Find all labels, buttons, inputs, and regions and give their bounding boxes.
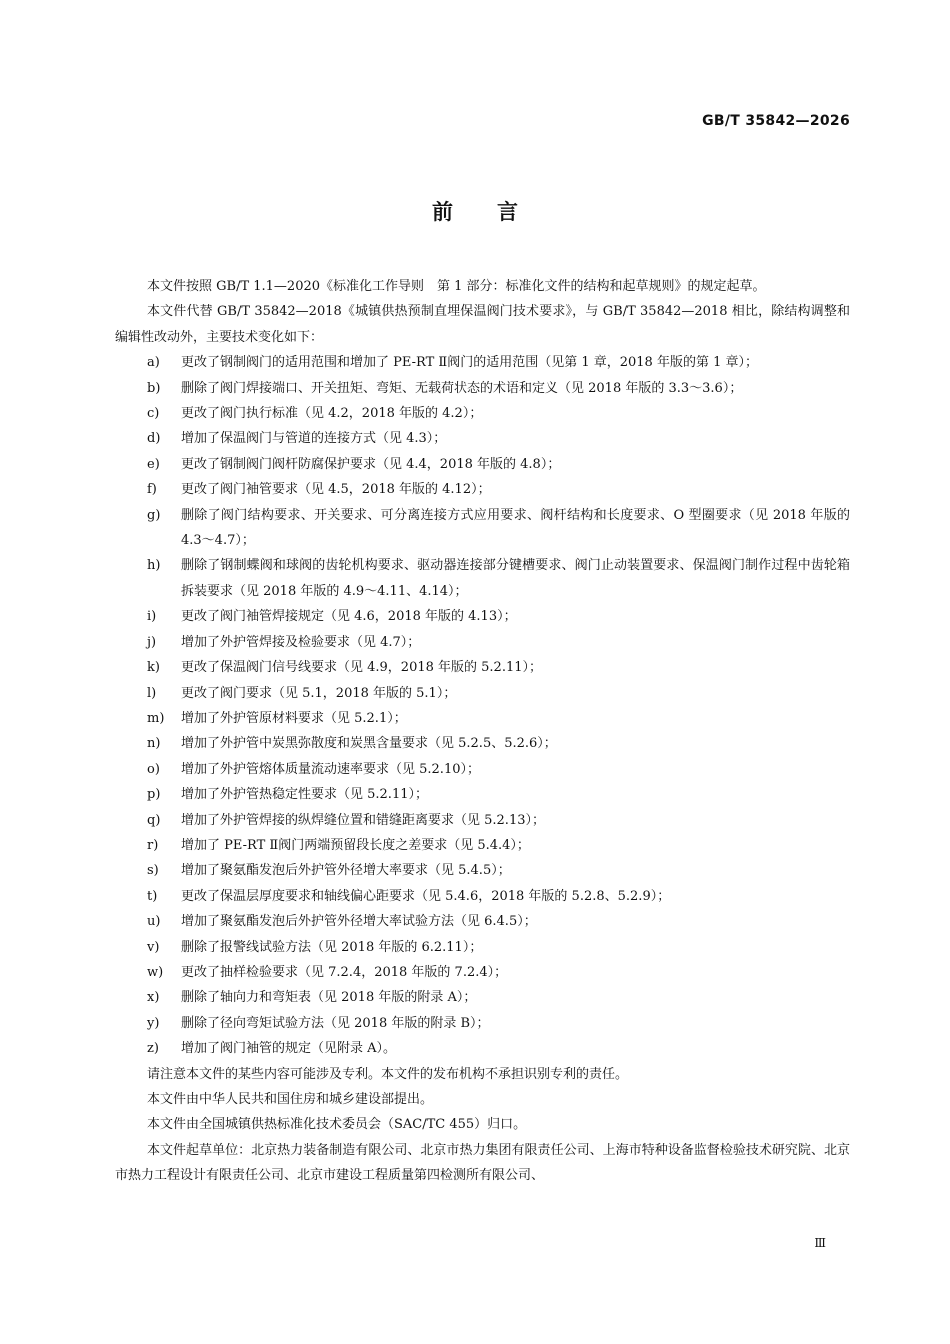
list-item bbox=[115, 655, 850, 680]
change-list bbox=[115, 350, 850, 1061]
list-item-marker: h) bbox=[147, 558, 161, 574]
list-item bbox=[115, 630, 850, 655]
list-item bbox=[115, 731, 850, 756]
list-item-text: 删除了阀门焊接端口、开关扭矩、弯矩、无载荷状态的术语和定义（见 2018 年版的 3.3～3.6）； bbox=[181, 380, 743, 396]
list-item-text: 增加了外护管热稳定性要求（见 5.2.11）； bbox=[181, 787, 428, 803]
list-item-text: 删除了轴向力和弯矩表（见 2018 年版的附录 A）； bbox=[181, 990, 477, 1006]
list-item-text: 更改了阀门要求（见 5.1，2018 年版的 5.1）； bbox=[181, 685, 457, 701]
outro-paragraph: 请注意本文件的某些内容可能涉及专利。本文件的发布机构不承担识别专利的责任。 bbox=[147, 1066, 629, 1082]
list-item bbox=[115, 884, 850, 909]
list-item-text: 更改了钢制阀门的适用范围和增加了 PE-RT Ⅱ阀门的适用范围（见第 1 章，2018 年版的第 1 章）； bbox=[181, 355, 758, 371]
list-item-text: 更改了阀门执行标准（见 4.2，2018 年版的 4.2）； bbox=[181, 406, 483, 422]
list-item bbox=[115, 553, 850, 604]
list-item-text: 更改了阀门袖管焊接规定（见 4.6，2018 年版的 4.13）； bbox=[181, 609, 517, 625]
list-item-text: 增加了外护管熔体质量流动速率要求（见 5.2.10）； bbox=[181, 761, 480, 777]
list-item-text: 更改了保温层厚度要求和轴线偏心距要求（见 5.4.6，2018 年版的 5.2.8、5.2.9）； bbox=[181, 888, 671, 904]
standard-code: GB/T 35842—2026 bbox=[702, 113, 850, 129]
list-item-text: 删除了阀门结构要求、开关要求、可分离连接方式应用要求、阀杆结构和长度要求、O 型圈要求（见 2018 年版的 4.3～4.7）； bbox=[181, 507, 850, 549]
page-title: 前言 bbox=[432, 200, 562, 224]
list-item bbox=[115, 477, 850, 502]
list-item-marker: l) bbox=[147, 685, 157, 701]
list-item-marker: w) bbox=[147, 964, 164, 980]
list-item-marker: d) bbox=[147, 431, 161, 447]
list-item-text: 增加了聚氨酯发泡后外护管外径增大率试验方法（见 6.4.5）； bbox=[181, 914, 537, 930]
document-body bbox=[115, 274, 850, 1189]
list-item bbox=[115, 452, 850, 477]
list-item-text: 更改了阀门袖管要求（见 4.5，2018 年版的 4.12）； bbox=[181, 482, 491, 498]
intro-paragraph: 本文件按照 GB/T 1.1—2020《标准化工作导则 第 1 部分：标准化文件的结构和起草规则》的规定起草。 bbox=[147, 279, 766, 294]
list-item-marker: e) bbox=[147, 456, 160, 472]
list-item-text: 删除了钢制蝶阀和球阀的齿轮机构要求、驱动器连接部分键槽要求、阀门止动装置要求、保温阀门制作过程中齿轮箱拆装要求（见 2018 年版的 4.9～4.11、4.14）； bbox=[181, 558, 850, 599]
list-item bbox=[115, 350, 850, 375]
outro-paragraph: 本文件由全国城镇供热标准化技术委员会（SAC/TC 455）归口。 bbox=[147, 1117, 527, 1133]
list-item bbox=[115, 909, 850, 934]
list-item-marker: c) bbox=[147, 406, 160, 422]
list-item-text: 更改了保温阀门信号线要求（见 4.9，2018 年版的 5.2.11）； bbox=[181, 660, 543, 676]
list-item bbox=[115, 376, 850, 401]
list-item-marker: m) bbox=[147, 710, 165, 726]
list-item-text: 增加了保温阀门与管道的连接方式（见 4.3）； bbox=[181, 431, 447, 447]
list-item bbox=[115, 1011, 850, 1036]
list-item bbox=[115, 833, 850, 858]
list-item-marker: a) bbox=[147, 355, 160, 371]
list-item-marker: b) bbox=[147, 380, 161, 396]
list-item bbox=[115, 935, 850, 960]
outro-paragraph: 本文件起草单位：北京热力装备制造有限公司、北京市热力集团有限责任公司、上海市特种设备监督检验技术研究院、北京市热力工程设计有限责任公司、北京市建设工程质量第四检测所有限公司、 bbox=[115, 1142, 850, 1184]
intro-paragraph: 本文件代替 GB/T 35842—2018《城镇供热预制直埋保温阀门技术要求》，与 GB/T 35842—2018 相比，除结构调整和编辑性改动外，主要技术变化如下： bbox=[115, 304, 850, 345]
list-item bbox=[115, 757, 850, 782]
outro-paragraph: 本文件由中华人民共和国住房和城乡建设部提出。 bbox=[147, 1092, 434, 1107]
list-item-marker: q) bbox=[147, 812, 161, 828]
list-item-marker: z) bbox=[147, 1041, 159, 1057]
list-item bbox=[115, 706, 850, 731]
list-item-marker: s) bbox=[147, 863, 159, 879]
list-item-marker: t) bbox=[147, 888, 158, 904]
list-item bbox=[115, 604, 850, 629]
list-item-text: 删除了报警线试验方法（见 2018 年版的 6.2.11）； bbox=[181, 939, 483, 955]
list-item-text: 增加了阀门袖管的规定（见附录 A）。 bbox=[181, 1041, 397, 1057]
list-item-text: 删除了径向弯矩试验方法（见 2018 年版的附录 B）； bbox=[181, 1015, 490, 1031]
list-item bbox=[115, 426, 850, 451]
list-item-text: 增加了 PE-RT Ⅱ阀门两端预留段长度之差要求（见 5.4.4）； bbox=[181, 837, 530, 853]
list-item-marker: x) bbox=[147, 990, 160, 1006]
list-item-marker: g) bbox=[147, 507, 161, 523]
intro-paragraphs bbox=[115, 274, 850, 350]
outro-paragraphs bbox=[115, 1062, 850, 1189]
list-item-marker: j) bbox=[147, 634, 157, 650]
list-item-marker: r) bbox=[147, 837, 159, 853]
list-item bbox=[115, 782, 850, 807]
list-item-marker: p) bbox=[147, 787, 161, 803]
list-item-text: 增加了外护管中炭黑弥散度和炭黑含量要求（见 5.2.5、5.2.6）； bbox=[181, 736, 557, 752]
list-item-marker: u) bbox=[147, 914, 161, 930]
list-item bbox=[115, 985, 850, 1010]
list-item-marker: y) bbox=[147, 1015, 160, 1031]
list-item bbox=[115, 808, 850, 833]
list-item bbox=[115, 401, 850, 426]
list-item-text: 增加了外护管原材料要求（见 5.2.1）； bbox=[181, 710, 407, 726]
list-item-text: 更改了钢制阀门阀杆防腐保护要求（见 4.4，2018 年版的 4.8）； bbox=[181, 456, 561, 472]
list-item-marker: n) bbox=[147, 736, 161, 752]
list-item bbox=[115, 858, 850, 883]
list-item-text: 更改了抽样检验要求（见 7.2.4，2018 年版的 7.2.4）； bbox=[181, 964, 508, 980]
list-item bbox=[115, 1036, 850, 1061]
list-item-text: 增加了聚氨酯发泡后外护管外径增大率要求（见 5.4.5）； bbox=[181, 863, 511, 879]
list-item bbox=[115, 503, 850, 554]
list-item-marker: i) bbox=[147, 609, 157, 625]
list-item bbox=[115, 960, 850, 985]
list-item bbox=[115, 681, 850, 706]
list-item-marker: f) bbox=[147, 482, 157, 498]
page-number: Ⅲ bbox=[814, 1236, 826, 1250]
list-item-marker: v) bbox=[147, 939, 160, 955]
list-item-text: 增加了外护管焊接的纵焊缝位置和错缝距离要求（见 5.2.13）； bbox=[181, 812, 545, 828]
list-item-text: 增加了外护管焊接及检验要求（见 4.7）； bbox=[181, 634, 421, 650]
list-item-marker: o) bbox=[147, 761, 160, 777]
list-item-marker: k) bbox=[147, 660, 160, 676]
